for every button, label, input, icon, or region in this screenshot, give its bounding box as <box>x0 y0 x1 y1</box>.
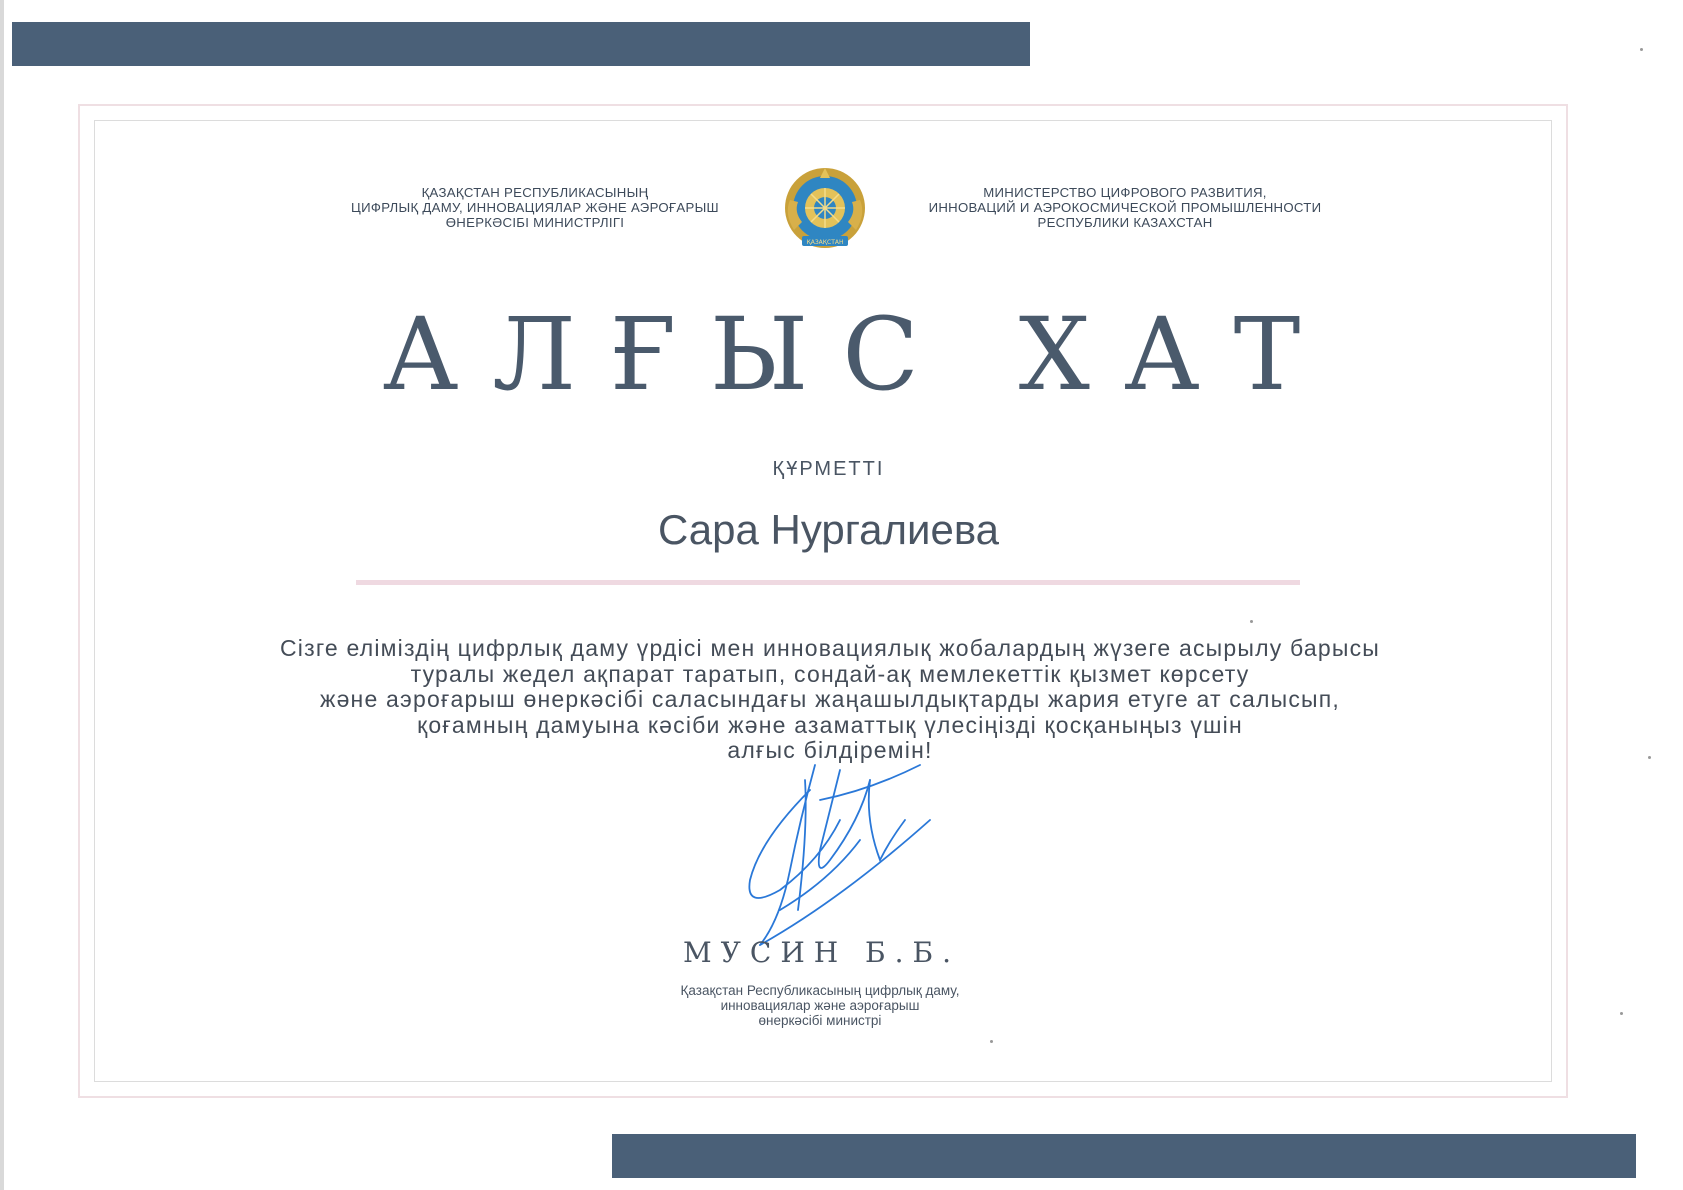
ministry-kz-line: ҚАЗАҚСТАН РЕСПУБЛИКАСЫНЫҢ <box>421 185 649 200</box>
ministry-ru-line: МИНИСТЕРСТВО ЦИФРОВОГО РАЗВИТИЯ, <box>983 185 1267 200</box>
body-line: туралы жедел ақпарат таратып, сондай-ақ мемлекеттік қызмет көрсету <box>410 660 1250 687</box>
ministry-ru-line: РЕСПУБЛИКИ КАЗАХСТАН <box>1037 215 1213 230</box>
scan-speck <box>990 1040 993 1043</box>
scan-speck <box>1250 620 1253 623</box>
scan-speck <box>1640 48 1643 51</box>
body-line: және аэроғарыш өнеркәсібі саласындағы жаңашылдықтарды жария етуге ат салысып, <box>319 686 1341 712</box>
ministry-name-russian <box>890 185 1360 230</box>
ministry-name-kazakh <box>320 185 750 230</box>
letter-body <box>190 636 1470 764</box>
recipient-name: Сара Нургалиева <box>657 506 1000 553</box>
scan-speck <box>1620 1012 1623 1015</box>
scan-edge <box>0 0 4 1190</box>
emblem-label: ҚАЗАҚСТАН <box>806 239 844 246</box>
bottom-decorative-band <box>612 1134 1636 1178</box>
ministry-kz-line: ЦИФРЛЫҚ ДАМУ, ИННОВАЦИЯЛАР ЖӘНЕ АЭРОҒАРЫШ <box>351 200 719 215</box>
body-line: Сізге еліміздің цифрлық даму үрдісі мен инновациялық жобалардың жүзеге асырылу барысы <box>279 635 1381 661</box>
letter-title: АЛҒЫС ХАТ <box>382 296 1335 413</box>
scan-speck <box>1648 756 1651 759</box>
position-line: инновациялар және аэроғарыш <box>720 998 920 1013</box>
position-line: Қазақстан Республикасының цифрлық даму, <box>680 983 960 998</box>
salutation: ҚҰРМЕТТІ <box>772 458 885 480</box>
body-line: қоғамның дамуына кәсіби және азаматтық үлесіңізді қосқаныңыз үшін <box>417 711 1243 738</box>
body-line: алғыс білдіремін! <box>727 737 933 763</box>
handwritten-signature <box>720 760 940 950</box>
ministry-kz-line: ӨНЕРКӘСІБІ МИНИСТРЛІГІ <box>445 215 625 230</box>
signer-name: МУСИН Б.Б. <box>682 936 961 969</box>
top-decorative-band <box>12 22 1030 66</box>
position-line: өнеркәсібі министрі <box>758 1013 882 1028</box>
divider-line <box>356 580 1300 585</box>
ministry-ru-line: ИННОВАЦИЙ И АЭРОКОСМИЧЕСКОЙ ПРОМЫШЛЕННОСТИ <box>928 200 1322 215</box>
state-emblem-icon <box>780 162 870 254</box>
signer-position <box>640 983 1000 1028</box>
